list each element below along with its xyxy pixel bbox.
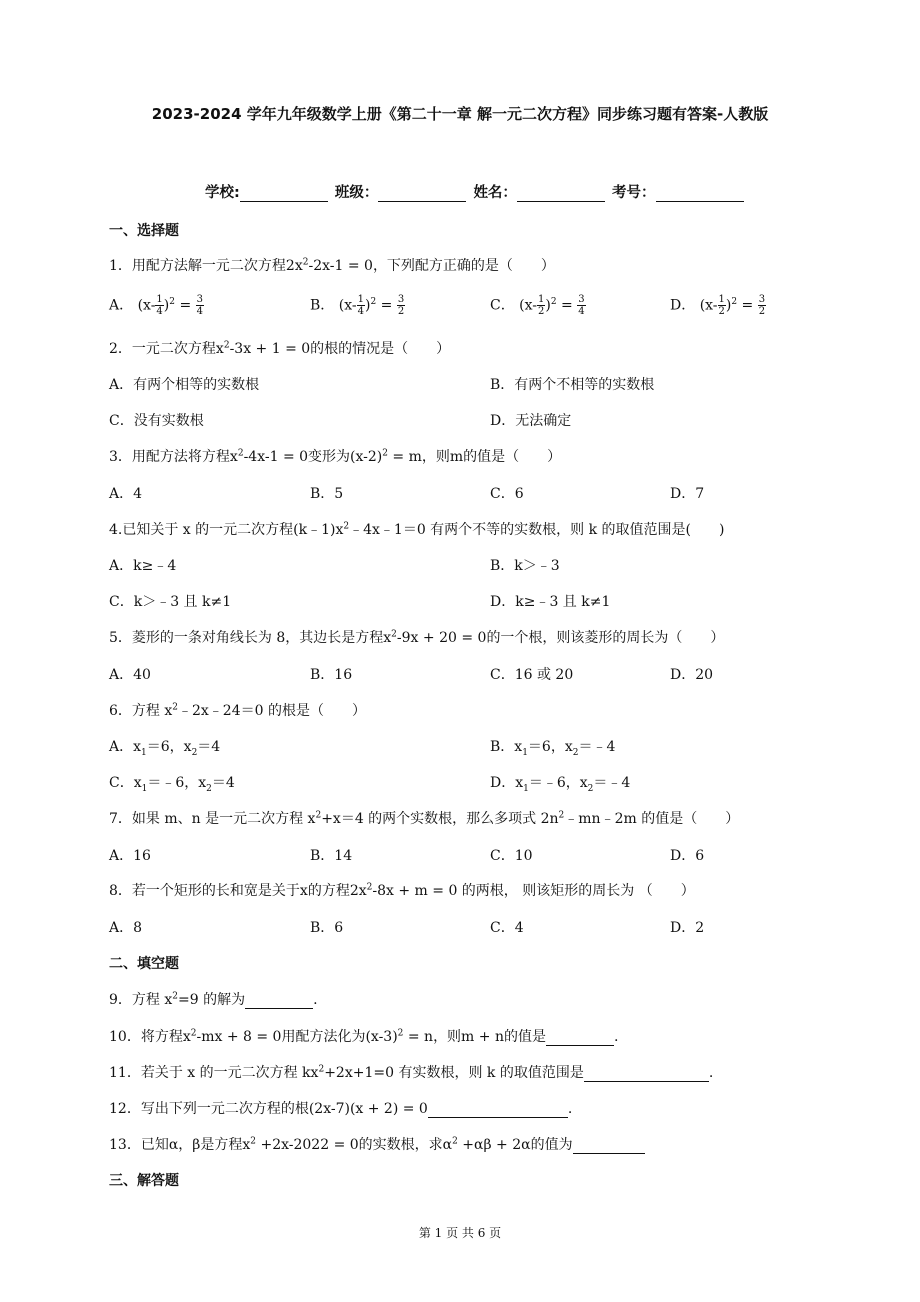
q11-answer-blank[interactable] (584, 1068, 709, 1082)
question-9: 9．方程 $x^2=9$ 的解为 . (109, 991, 318, 1008)
q4-option-c[interactable]: C．k＞﹣3 且 k≠1 (109, 594, 232, 610)
q6-option-a[interactable]: A．$x_1=6$，$x_2=4$ (109, 739, 221, 758)
question-4: 4.已知关于 x 的一元二次方程$(k﹣1)x^2﹣4x﹣1=0$ 有两个不等的实数根，则 k 的取值范围是( ) (109, 521, 725, 538)
q6-option-c[interactable]: C．$x_1=﹣6$，$x_2=4$ (109, 775, 235, 794)
q4-option-d[interactable]: D．k≥﹣3 且 k≠1 (490, 594, 611, 610)
q3-option-b[interactable]: B．5 (310, 486, 344, 502)
q9-answer-blank[interactable] (245, 995, 313, 1009)
q8-option-c[interactable]: C．4 (490, 920, 524, 936)
q7-option-b[interactable]: B．14 (310, 848, 353, 864)
document-title: 2023-2024 学年九年级数学上册《第二十一章 解一元二次方程》同步练习题有答案-人教版 (151, 105, 769, 123)
q8-option-d[interactable]: D．2 (670, 920, 705, 936)
q4-option-b[interactable]: B．k＞﹣3 (490, 558, 560, 574)
exam-no-blank[interactable] (656, 187, 744, 202)
question-13: 13．已知α，β是方程$x^2 +2x-2022 = 0$的实数根，求$\alpha^2 +\alpha\beta + 2\alpha$的值为 (109, 1134, 645, 1154)
question-12: 12．写出下列一元二次方程的根(2x-7)(x + 2) = 0 . (109, 1101, 573, 1117)
q2-option-b[interactable]: B．有两个不相等的实数根 (490, 377, 655, 393)
q12-answer-blank[interactable] (428, 1104, 568, 1118)
question-3: 3．用配方法将方程$x^2-4x-1 = 0$变形为$(x-2)^2 = m$，则m的值是（ ） (109, 448, 562, 465)
q10-answer-blank[interactable] (546, 1032, 614, 1046)
name-label: 姓名： (473, 185, 517, 201)
q3-option-c[interactable]: C．6 (490, 486, 524, 502)
school-blank[interactable] (240, 187, 328, 202)
q6-option-d[interactable]: D．$x_1=﹣6$，$x_2=﹣4$ (490, 775, 631, 794)
question-2: 2．一元二次方程$x^2-3x + 1 = 0$的根的情况是（ ） (109, 340, 451, 357)
q2-option-c[interactable]: C．没有实数根 (109, 413, 204, 429)
name-blank[interactable] (517, 187, 605, 202)
question-10: 10．将方程$x^2-mx + 8 = 0$用配方法化为$(x-3)^2 = n$，则m + n的值是 . (109, 1028, 619, 1045)
class-blank[interactable] (378, 187, 466, 202)
q2-option-d[interactable]: D．无法确定 (490, 413, 572, 429)
q1-option-d[interactable]: D． (x- $\frac{1}{2}$ )$^2$ = $\frac{3}{2}$ (670, 294, 766, 317)
question-5: 5．菱形的一条对角线长为 8，其边长是方程$x^2-9x + 20 = 0$的一个根，则该菱形的周长为（ ） (109, 629, 725, 646)
q7-option-c[interactable]: C．10 (490, 848, 533, 864)
question-8: 8．若一个矩形的长和宽是关于x的方程$2x^2-8x + m = 0$ 的两根， 则该矩形的周长为 （ ） (109, 882, 695, 899)
section-solve: 三、解答题 (109, 1173, 179, 1189)
q1-option-b[interactable]: B． (x- $\frac{1}{4}$ )$^2$ = $\frac{3}{2}$ (310, 294, 405, 317)
q5-option-d[interactable]: D．20 (670, 667, 714, 683)
school-label: 学校: (205, 185, 240, 201)
exam-no-label: 考号： (612, 185, 656, 201)
question-11: 11．若关于 x 的一元二次方程 $kx^2+2x+1=0$ 有实数根，则 k 的取值范围是 . (109, 1064, 714, 1081)
q1-option-c[interactable]: C． (x- $\frac{1}{2}$ )$^2$ = $\frac{3}{4}$ (490, 294, 585, 317)
page-footer: 第 1 页 共 6 页 (418, 1226, 502, 1240)
q5-option-a[interactable]: A．40 (109, 667, 151, 683)
q5-option-c[interactable]: C．16 或 20 (490, 667, 574, 683)
question-1: 1．用配方法解一元二次方程$2x^2-2x-1 = 0$，下列配方正确的是（ ） (109, 257, 555, 274)
q4-option-a[interactable]: A．k≥﹣4 (109, 558, 177, 574)
q6-option-b[interactable]: B．$x_1=6$，$x_2=﹣4$ (490, 739, 616, 758)
q3-option-d[interactable]: D．7 (670, 486, 705, 502)
q8-option-b[interactable]: B．6 (310, 920, 344, 936)
q2-option-a[interactable]: A．有两个相等的实数根 (109, 377, 260, 393)
q5-option-b[interactable]: B．16 (310, 667, 353, 683)
question-7: 7．如果 m、n 是一元二次方程 $x^2+x=4$ 的两个实数根，那么多项式 $2n^2﹣mn﹣2m$ 的值是（ ） (109, 810, 740, 827)
section-choice: 一、选择题 (109, 223, 179, 239)
class-label: 班级： (334, 185, 379, 201)
q8-option-a[interactable]: A．8 (109, 920, 143, 936)
q7-option-d[interactable]: D．6 (670, 848, 705, 864)
q13-answer-blank[interactable] (573, 1140, 645, 1154)
section-fill-blank: 二、填空题 (109, 956, 179, 972)
student-info-line (205, 181, 746, 202)
q3-option-a[interactable]: A．4 (109, 486, 143, 502)
q7-option-a[interactable]: A．16 (109, 848, 151, 864)
question-6: 6．方程 $x^2﹣2x﹣24=0$ 的根是（ ） (109, 702, 366, 719)
q1-option-a[interactable]: A． (x- $\frac{1}{4}$ )$^2$ = $\frac{3}{4}$ (109, 294, 204, 317)
